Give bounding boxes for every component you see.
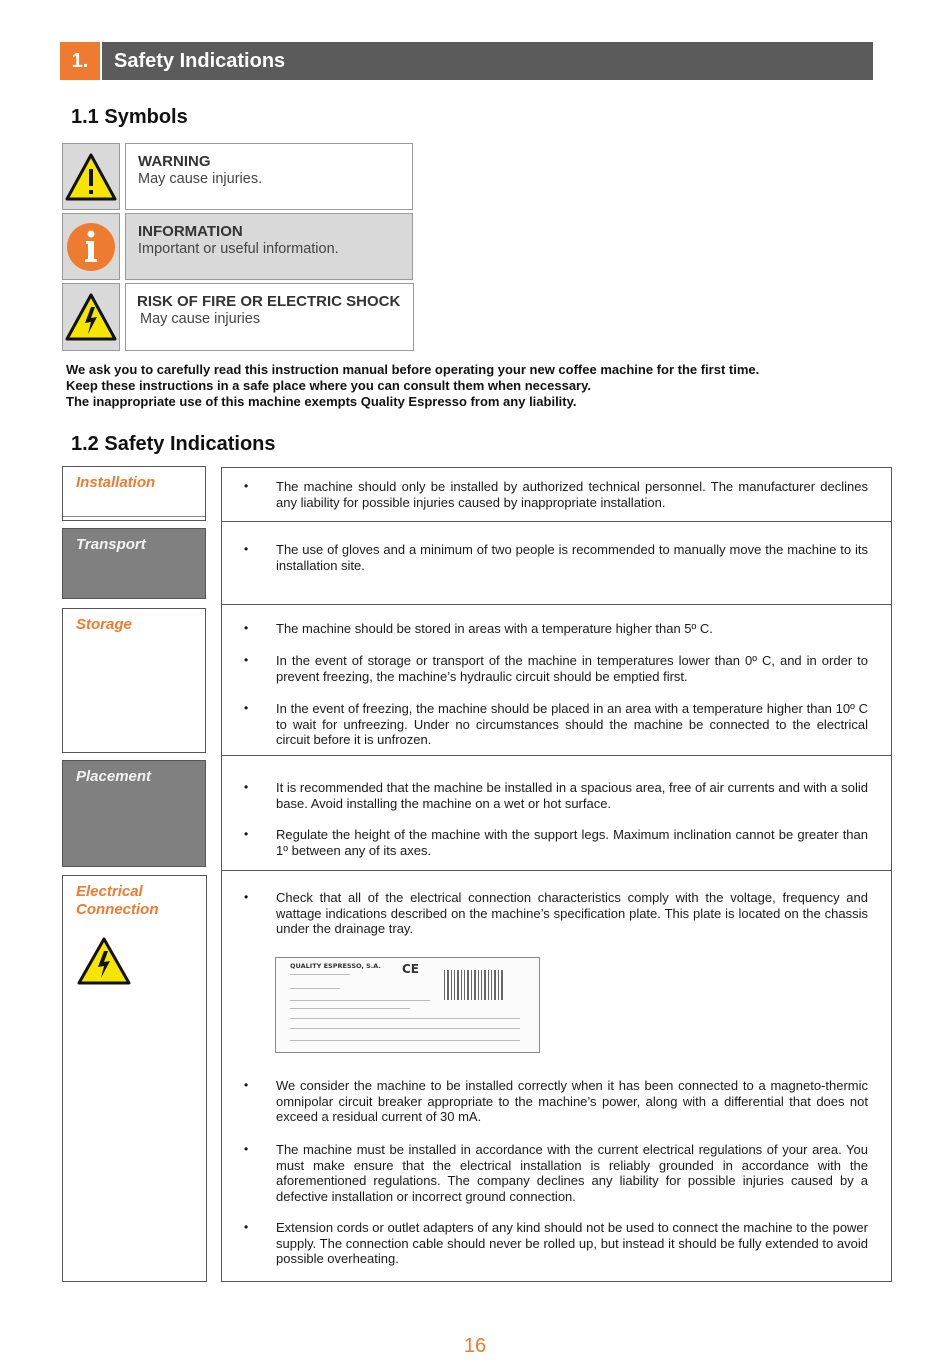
- category-label: Storage: [76, 616, 132, 633]
- bullet: •: [244, 653, 249, 667]
- placement-item: Regulate the height of the machine with the support legs. Maximum inclination cannot be greater than 1º between any of its axes.: [276, 827, 868, 858]
- category-label: Transport: [76, 536, 146, 553]
- transport-item: The use of gloves and a minimum of two people is recommended to manually move the machine to its installation site.: [276, 542, 868, 573]
- storage-item: In the event of storage or transport of the machine in temperatures lower than 0º C, and in order to prevent freezing, the machine’s hydraulic circuit should be emptied first.: [276, 653, 868, 684]
- intro-paragraph: [66, 362, 759, 410]
- category-electrical-connection: [62, 875, 207, 1282]
- bullet: •: [244, 701, 249, 715]
- divider: [221, 521, 892, 522]
- electric-shock-title: RISK OF FIRE OR ELECTRIC SHOCK: [137, 293, 401, 310]
- plate-field: [290, 974, 350, 975]
- bullet: •: [244, 780, 249, 794]
- bullet: •: [244, 542, 249, 556]
- information-desc: Important or useful information.: [138, 241, 339, 257]
- plate-field: [290, 1028, 520, 1029]
- barcode-icon: [444, 970, 504, 1000]
- electrical-item: We consider the machine to be installed correctly when it has been connected to a magneto-thermic omnipolar circuit breaker appropriate to the machine’s power, along with a differential that does not exceed a residual current of 30 mA.: [276, 1078, 868, 1125]
- installation-item: The machine should only be installed by authorized technical personnel. The manufacturer declines any liability for possible injuries caused by inappropriate installation.: [276, 479, 868, 510]
- divider: [63, 516, 205, 517]
- information-icon: [65, 221, 117, 273]
- bullet: •: [244, 827, 249, 841]
- electric-shock-symbol-cell: [62, 283, 120, 351]
- warning-symbol-description: [125, 143, 413, 210]
- warning-triangle-icon: [64, 152, 118, 202]
- page-number: 16: [463, 1335, 487, 1357]
- safety-section-title: 1.2 Safety Indications: [71, 433, 276, 455]
- electrical-item: Extension cords or outlet adapters of any kind should not be used to connect the machine to the power supply. The connection cable should never be rolled up, but instead it should be fully extended to avoid possible overheating.: [276, 1220, 868, 1267]
- bullet: •: [244, 1220, 249, 1234]
- electric-shock-icon: [76, 936, 132, 986]
- information-title: INFORMATION: [138, 223, 243, 240]
- electric-shock-desc: May cause injuries: [140, 311, 261, 327]
- chapter-number: 1.: [60, 42, 100, 80]
- plate-company-name: QUALITY ESPRESSO, S.A.: [290, 962, 381, 970]
- category-label: Installation: [76, 474, 156, 491]
- bullet: •: [244, 1078, 249, 1092]
- chapter-title: Safety Indications: [102, 42, 873, 80]
- category-installation: [62, 466, 206, 521]
- intro-line: Keep these instructions in a safe place where you can consult them when necessary.: [66, 378, 591, 393]
- electrical-item: The machine must be installed in accordance with the current electrical regulations of your area. You must make ensure that the electrical installation is reliably grounded in accordance with the aforementioned regulations. The company declines any liability for possible injuries caused by a defective installation or incorrect ground connection.: [276, 1142, 868, 1205]
- warning-desc: May cause injuries.: [138, 171, 263, 187]
- plate-field: [290, 1018, 520, 1019]
- warning-title: WARNING: [138, 153, 211, 170]
- specification-plate-image: [275, 957, 540, 1053]
- information-symbol-cell: [62, 213, 120, 280]
- intro-line: We ask you to carefully read this instruction manual before operating your new coffee machine for the first time.: [66, 362, 760, 377]
- bullet: •: [244, 621, 249, 635]
- intro-line: The inappropriate use of this machine exempts Quality Espresso from any liability.: [66, 394, 577, 409]
- storage-item: In the event of freezing, the machine should be placed in an area with a temperature higher than 10º C to wait for unfreezing. Under no circumstances should the machine be connected to the electrical circuit before it is unfrozen.: [276, 701, 868, 748]
- category-placement: [62, 760, 206, 867]
- plate-field: [290, 1040, 520, 1041]
- bullet: •: [244, 1142, 249, 1156]
- category-storage: [62, 608, 206, 753]
- plate-field: [290, 1008, 410, 1009]
- category-label: Placement: [76, 768, 152, 785]
- placement-item: It is recommended that the machine be installed in a spacious area, free of air currents and with a solid base. Avoid installing the machine on a wet or hot surface.: [276, 780, 868, 811]
- electrical-item: Check that all of the electrical connection characteristics comply with the voltage, frequency and wattage indications described on the machine’s specification plate. This plate is located on the chassis under the drainage tray.: [276, 890, 868, 937]
- bullet: •: [244, 479, 249, 493]
- symbols-section-title: 1.1 Symbols: [71, 106, 188, 128]
- plate-field: [290, 1000, 430, 1001]
- plate-field: [290, 988, 340, 989]
- electric-shock-symbol-description: [125, 283, 414, 351]
- category-transport: [62, 528, 206, 599]
- warning-symbol-cell: [62, 143, 120, 210]
- storage-item: The machine should be stored in areas with a temperature higher than 5º C.: [276, 621, 713, 636]
- category-label: Electrical Connection: [76, 883, 159, 918]
- electric-shock-icon: [64, 292, 118, 342]
- bullet: •: [244, 890, 249, 904]
- plate-ce-mark: CE: [402, 962, 420, 976]
- information-symbol-description: [125, 213, 413, 280]
